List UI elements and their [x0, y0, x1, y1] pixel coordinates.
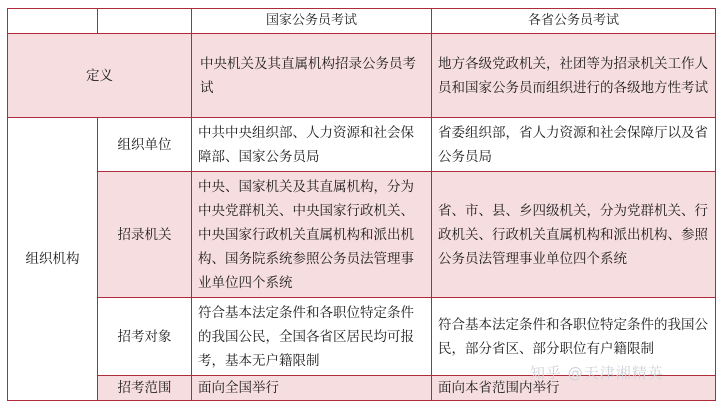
definition-national: 中央机关及其直属机构招录公务员考试	[192, 34, 432, 118]
scope-label: 招考范围	[98, 376, 192, 401]
definition-row	[8, 34, 716, 118]
comparison-table-container	[7, 8, 715, 400]
applicants-row	[8, 298, 716, 376]
header-row	[8, 9, 716, 34]
hiring-agency-provincial: 省、市、县、乡四级机关，分为党群机关、行政机关、行政机关直属机构和派出机构、参照公务员法管理事业单位四个系统	[432, 172, 716, 298]
definition-provincial: 地方各级党政机关，社团等为招录机关工作人员和国家公务员而组织进行的各级地方性考试	[432, 34, 716, 118]
applicants-national: 符合基本法定条件和各职位特定条件的我国公民，全国各省区居民均可报考，基本无户籍限制	[192, 298, 432, 376]
org-unit-national: 中共中央组织部、人力资源和社会保障部、国家公务员局	[192, 118, 432, 172]
zhihu-watermark: 知乎 @天津湘精英	[530, 364, 664, 382]
hiring-agency-label: 招录机关	[98, 172, 192, 298]
org-unit-row	[8, 118, 716, 172]
header-national: 国家公务员考试	[192, 9, 432, 34]
scope-provincial: 面向本省范围内举行	[432, 376, 716, 401]
header-blank-cell-2	[98, 9, 192, 34]
hiring-agency-national: 中央、国家机关及其直属机构，分为中央党群机关、中央国家行政机关、中央国家行政机关直属机构和派出机构、国务院系统参照公务员法管理事业单位四个系统	[192, 172, 432, 298]
header-provincial: 各省公务员考试	[432, 9, 716, 34]
scope-national: 面向全国举行	[192, 376, 432, 401]
definition-label: 定义	[8, 34, 192, 118]
organization-label: 组织机构	[8, 118, 98, 401]
applicants-label: 招考对象	[98, 298, 192, 376]
org-unit-label: 组织单位	[98, 118, 192, 172]
header-blank-cell	[8, 9, 98, 34]
hiring-agency-row	[8, 172, 716, 298]
org-unit-provincial: 省委组织部，省人力资源和社会保障厅以及省公务员局	[432, 118, 716, 172]
applicants-provincial: 符合基本法定条件和各职位特定条件的我国公民，部分省区、部分职位有户籍限制	[432, 298, 716, 376]
exam-comparison-table	[7, 8, 716, 401]
scope-row	[8, 376, 716, 401]
